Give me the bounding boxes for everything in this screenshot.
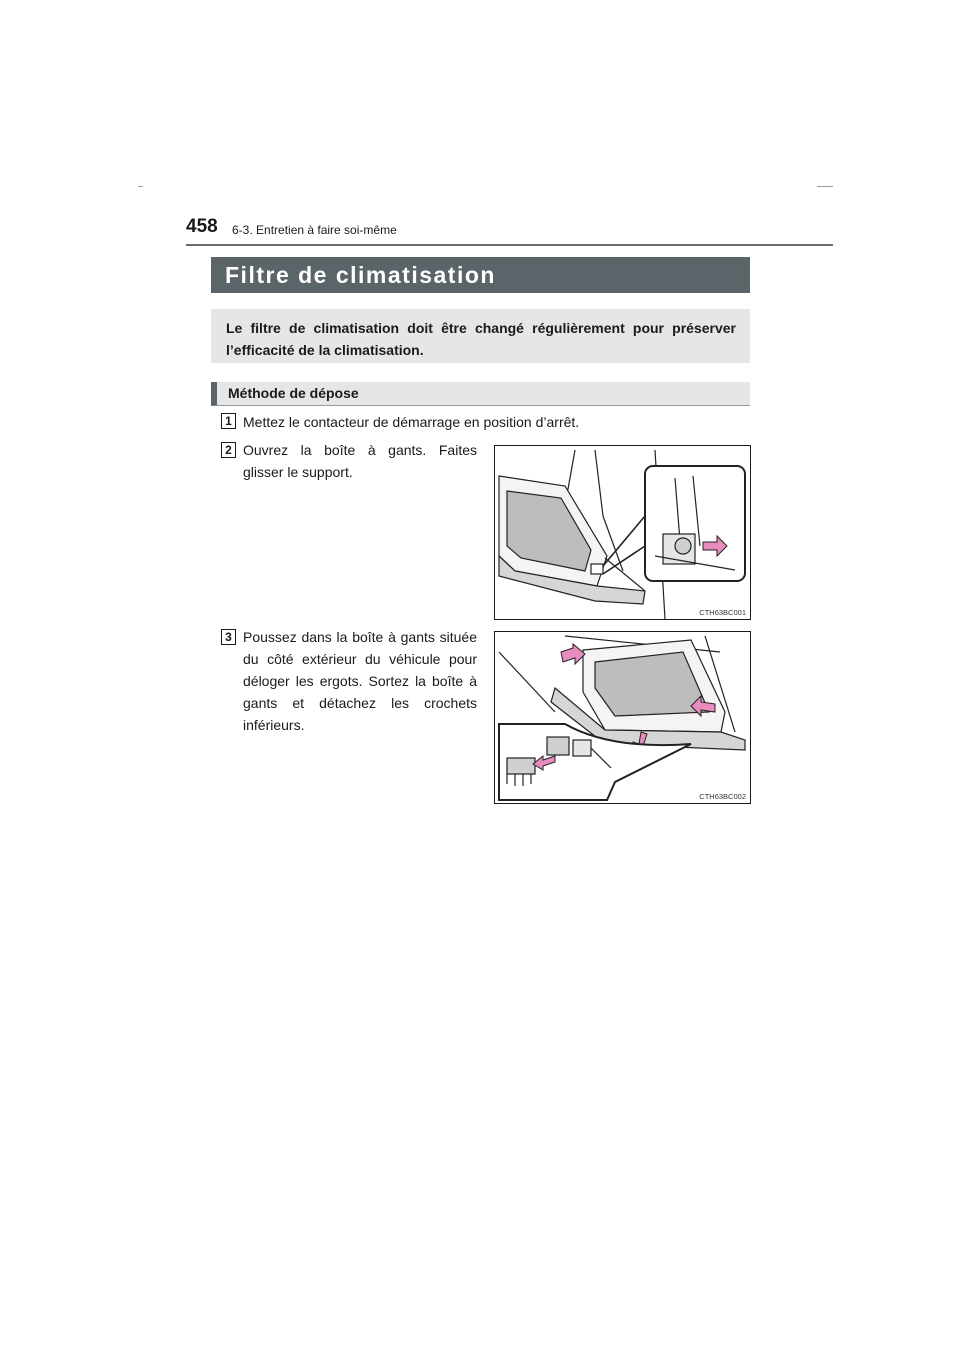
glovebox-removal-illustration-icon	[495, 632, 750, 803]
step-text-1: Mettez le contacteur de démarrage en position d’arrêt.	[243, 414, 580, 430]
subsection-heading: Méthode de dépose	[211, 382, 750, 406]
step-text-3: Poussez dans la boîte à gants située du côté extérieur du véhicule pour déloger les ergots. Sortez la boîte à gants et détachez les crochets inférieurs.	[243, 629, 477, 733]
glovebox-support-illustration-icon	[495, 446, 750, 619]
page-number: 458	[186, 216, 218, 237]
step-number-1: 1	[221, 413, 236, 429]
figure-code-1: CTH63BC001	[699, 608, 746, 617]
figure-glovebox-removal	[494, 631, 751, 804]
page-title: Filtre de climatisation	[211, 257, 750, 293]
step-number-2: 2	[221, 442, 236, 458]
figure-code-2: CTH63BC002	[699, 792, 746, 801]
step-number-3: 3	[221, 629, 236, 645]
crop-mark-left	[138, 186, 143, 187]
crop-mark-right	[817, 186, 833, 187]
section-label: 6-3. Entretien à faire soi-même	[232, 223, 397, 237]
step-text-2: Ouvrez la boîte à gants. Faites glisser le support.	[243, 442, 477, 480]
header-rule	[186, 244, 833, 246]
figure-glovebox-support	[494, 445, 751, 620]
intro-box: Le filtre de climatisation doit être changé régulièrement pour préserver l’efficacité de la climatisation.	[211, 309, 750, 363]
